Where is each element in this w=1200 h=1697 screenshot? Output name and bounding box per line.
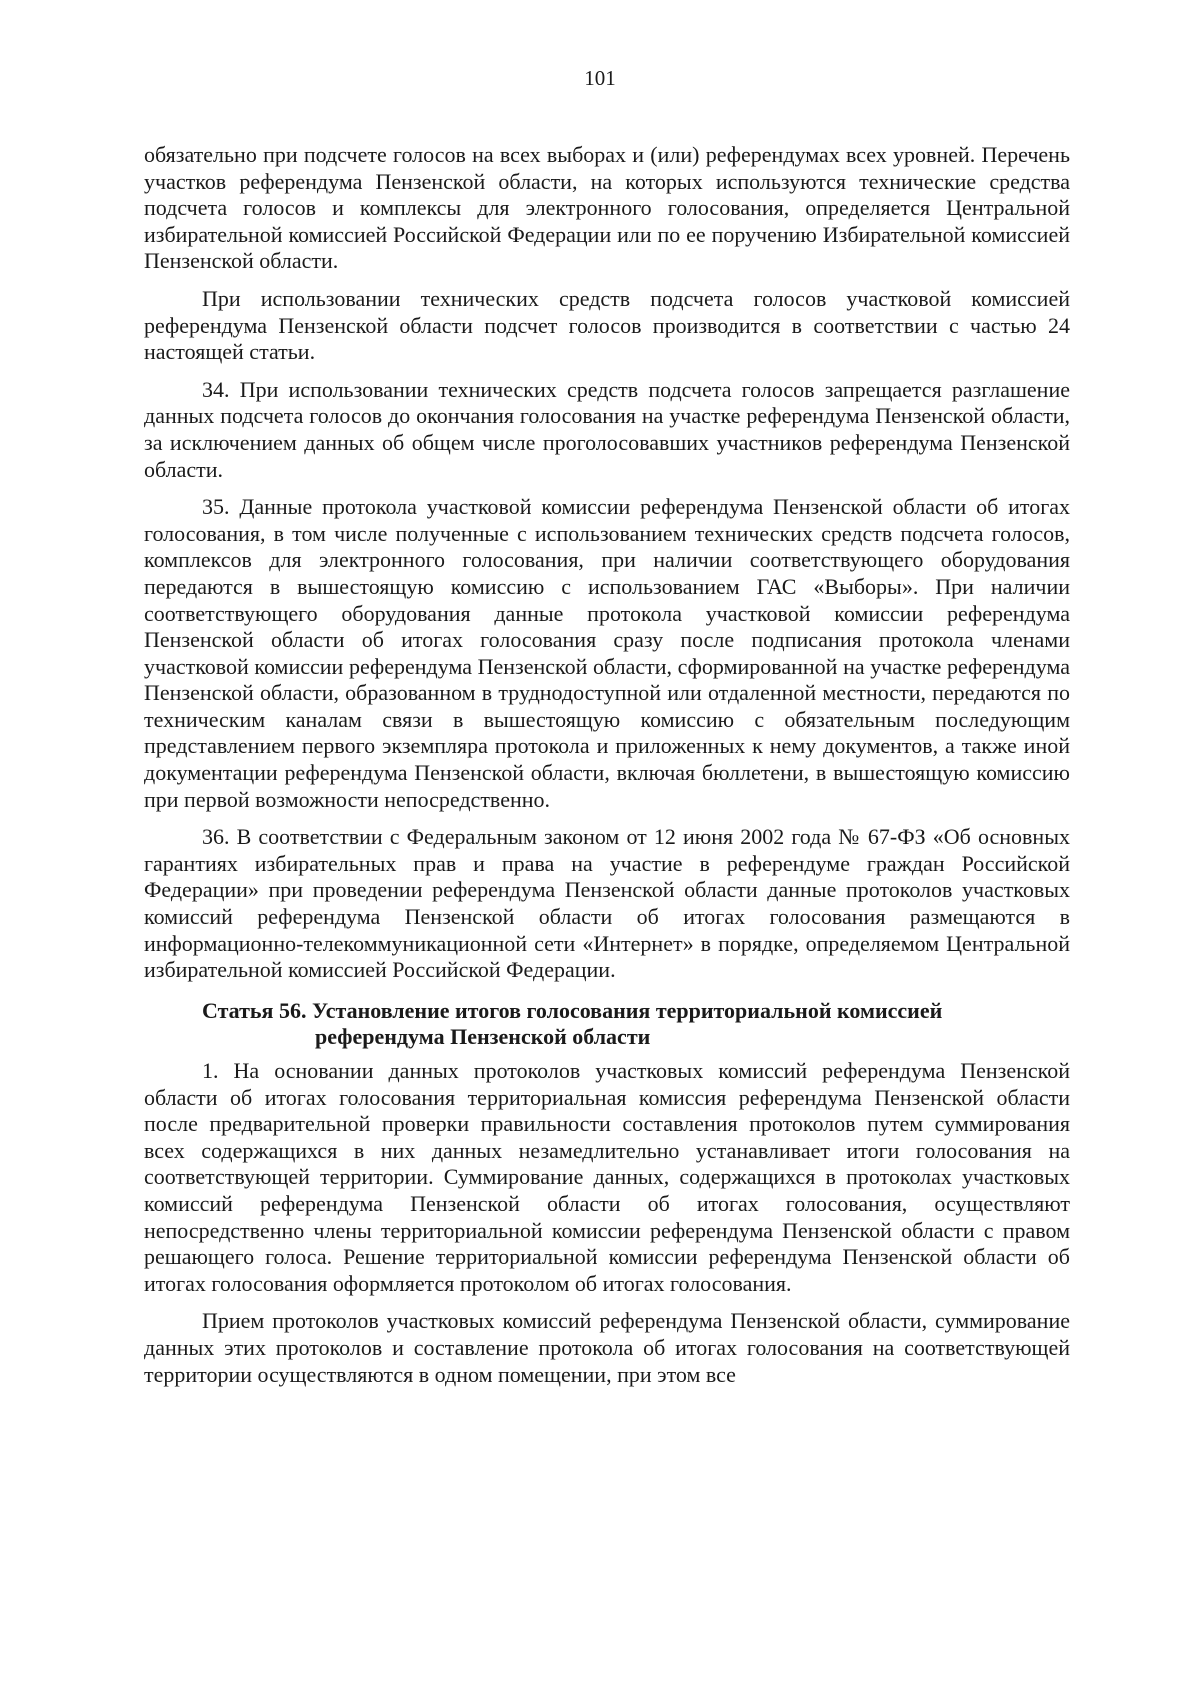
paragraph-34: 34. При использовании технических средств подсчета голосов запрещается разглашение данных подсчета голосов до окончания голосования на участке референдума Пензенской области, за исключением данных об общем числе проголосовавших участников референдума Пензенской области. (144, 376, 1070, 482)
document-body (144, 142, 1070, 1399)
paragraph-56-reception: Прием протоколов участковых комиссий референдума Пензенской области, суммирование данных этих протоколов и составление протокола об итогах голосования на соответствующей территории осуществляются в одном помещении, при этом все (144, 1308, 1070, 1387)
paragraph-technical-means: При использовании технических средств подсчета голосов участковой комиссией референдума Пензенской области подсчет голосов производится в соответствии с частью 24 настоящей статьи. (144, 285, 1070, 365)
paragraph-35: 35. Данные протокола участковой комиссии референдума Пензенской области об итогах голосования, в том числе полученные с использованием технических средств подсчета голосов, комплексов для электронного голосования, при наличии соответствующего оборудования передаются в вышестоящую комиссию с использованием ГАС «Выборы». При наличии соответствующего оборудования данные протокола участковой комиссии референдума Пензенской области об итогах голосования сразу после подписания протокола членами участковой комиссии референдума Пензенской области, сформированной на участке референдума Пензенской области, образованном в труднодоступной или отдаленной местности, передаются по техническим каналам связи в вышестоящую комиссию с обязательным последующим представлением первого экземпляра протокола и приложенных к нему документов, а также иной документации референдума Пензенской области, включая бюллетени, в вышестоящую комиссию при первой возможности непосредственно. (144, 494, 1070, 812)
article-number: Статья 56. (202, 997, 307, 1023)
paragraph-56-1: 1. На основании данных протоколов участковых комиссий референдума Пензенской области об итогах голосования территориальная комиссия референдума Пензенской области после предварительной проверки правильности составления протоколов путем суммирования всех содержащихся в них данных незамедлительно устанавливает итоги голосования на соответствующей территории. Суммирование данных, содержащихся в протоколах участковых комиссий референдума Пензенской области об итогах голосования, осуществляют непосредственно члены территориальной комиссии референдума Пензенской области с правом решающего голоса. Решение территориальной комиссии референдума Пензенской области об итогах голосования оформляется протоколом об итогах голосования. (144, 1058, 1070, 1296)
article-title-line2: референдума Пензенской области (315, 1024, 651, 1050)
page-number: 101 (584, 66, 616, 90)
paragraph-36: 36. В соответствии с Федеральным законом от 12 июня 2002 года № 67-ФЗ «Об основных гарантиях избирательных прав и права на участие в референдуме граждан Российской Федерации» при проведении референдума Пензенской области данные протоколов участковых комиссий референдума Пензенской области об итогах голосования размещаются в информационно-телекоммуникационной сети «Интернет» в порядке, определяемом Центральной избирательной комиссией Российской Федерации. (144, 824, 1070, 983)
paragraph-continuation: обязательно при подсчете голосов на всех выборах и (или) референдумах всех уровней. Перечень участков референдума Пензенской области, на которых используются технические средства подсчета голосов и комплексы для электронного голосования, определяется Центральной избирательной комиссией Российской Федерации или по ее поручению Избирательной комиссией Пензенской области. (144, 142, 1070, 274)
article-heading (144, 998, 1070, 1051)
article-title-line1: Установление итогов голосования территориальной комиссией (311, 997, 943, 1023)
